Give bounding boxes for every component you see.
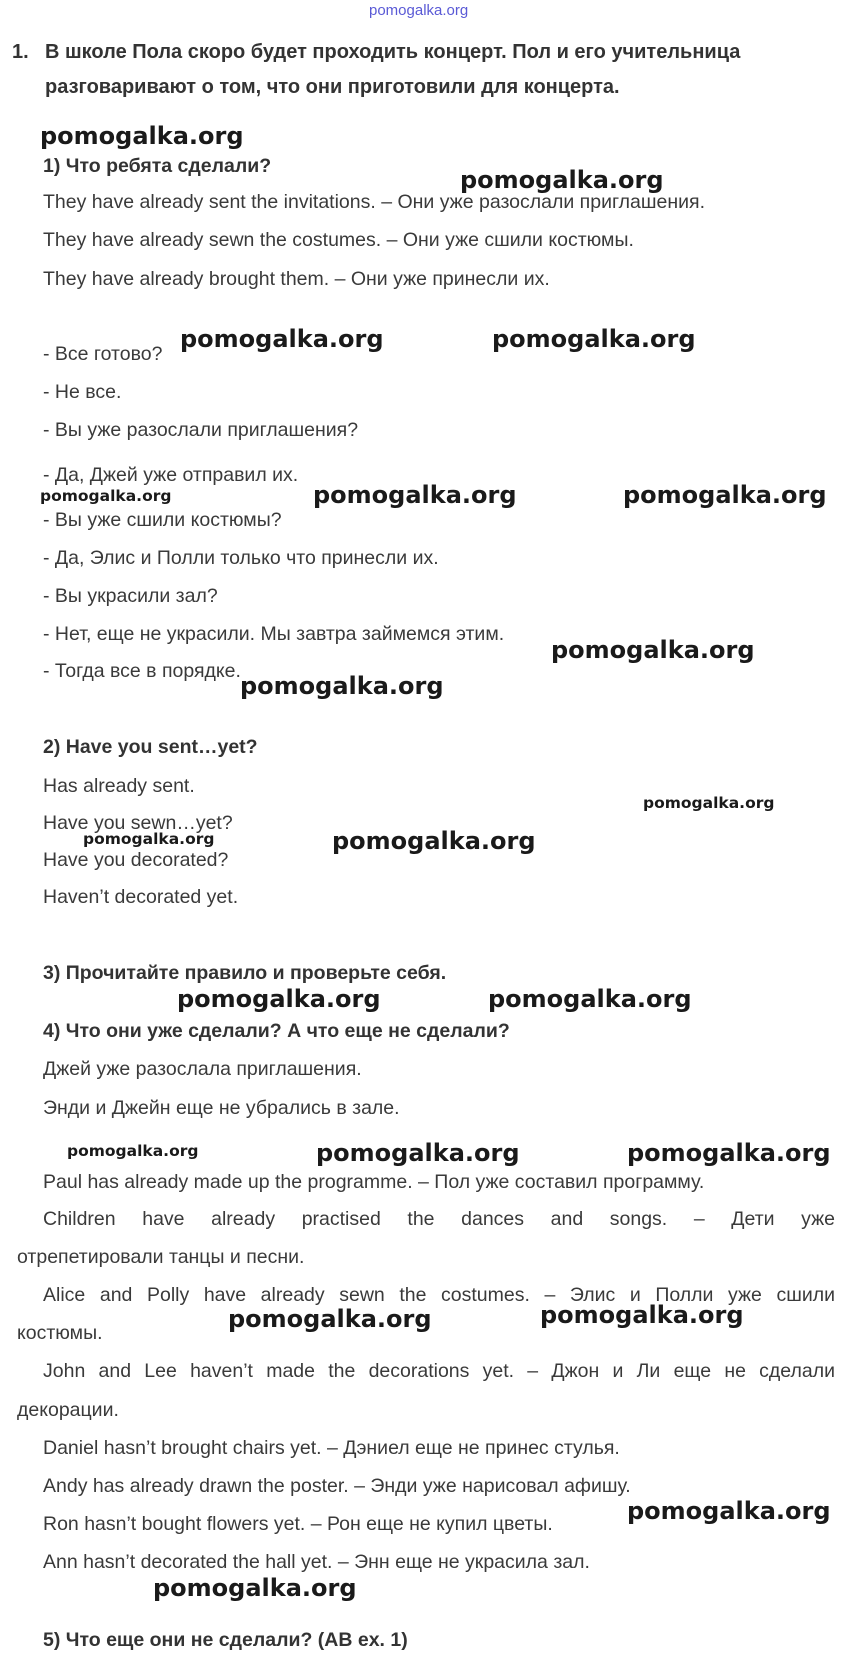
watermark: pomogalka.org	[316, 1139, 520, 1167]
dialogue-line: - Тогда все в порядке.	[43, 660, 241, 682]
dialogue-line: - Вы уже разослали приглашения?	[43, 419, 359, 441]
section-2-line: Have you decorated?	[43, 849, 229, 871]
section-1-line: They have already brought them. – Они уже принесли их.	[43, 268, 550, 290]
section-2-heading: 2) Have you sent…yet?	[43, 736, 258, 758]
section-1-line: They have already sent the invitations. – Они уже разослали приглашения.	[43, 191, 706, 213]
section-1-line: They have already sewn the costumes. – Они уже сшили костюмы.	[43, 229, 634, 251]
dialogue-line: - Да, Джей уже отправил их.	[43, 464, 299, 486]
sentence-continuation: костюмы.	[17, 1322, 103, 1344]
section-4-line: Энди и Джейн еще не убрались в зале.	[43, 1097, 400, 1119]
dialogue-line: - Все готово?	[43, 343, 163, 365]
sentence: Ann hasn’t decorated the hall yet. – Энн еще не украсила зал.	[43, 1551, 590, 1573]
site-header[interactable]: pomogalka.org	[369, 2, 469, 19]
sentence: Ron hasn’t bought flowers yet. – Рон еще не купил цветы.	[43, 1513, 553, 1535]
task-number: 1.	[12, 41, 29, 63]
watermark: pomogalka.org	[67, 1142, 199, 1160]
section-4-line: Джей уже разослала приглашения.	[43, 1058, 362, 1080]
watermark: pomogalka.org	[551, 636, 755, 664]
dialogue-line: - Не все.	[43, 381, 122, 403]
watermark: pomogalka.org	[460, 166, 664, 194]
section-3-heading: 3) Прочитайте правило и проверьте себя.	[43, 962, 447, 984]
watermark: pomogalka.org	[180, 325, 384, 353]
watermark: pomogalka.org	[488, 985, 692, 1013]
section-4-heading: 4) Что они уже сделали? А что еще не сделали?	[43, 1020, 510, 1042]
sentence-continuation: отрепетировали танцы и песни.	[17, 1246, 305, 1268]
task-text-line-1: В школе Пола скоро будет проходить концерт. Пол и его учительница	[45, 41, 741, 63]
dialogue-line: - Нет, еще не украсили. Мы завтра займемся этим.	[43, 623, 505, 645]
task-text-line-2: разговаривают о том, что они приготовили для концерта.	[45, 76, 620, 98]
watermark: pomogalka.org	[313, 481, 517, 509]
section-1-heading: 1) Что ребята сделали?	[43, 155, 272, 177]
section-5-heading: 5) Что еще они не сделали? (AB ex. 1)	[43, 1629, 408, 1651]
watermark: pomogalka.org	[228, 1305, 432, 1333]
sentence: Paul has already made up the programme. – Пол уже составил программу.	[43, 1171, 705, 1193]
watermark: pomogalka.org	[643, 794, 775, 812]
section-2-line: Has already sent.	[43, 775, 195, 797]
sentence: John and Lee haven’t made the decorations yet. – Джон и Ли еще не сделали	[43, 1360, 835, 1382]
watermark: pomogalka.org	[627, 1139, 831, 1167]
watermark: pomogalka.org	[492, 325, 696, 353]
watermark: pomogalka.org	[83, 830, 215, 848]
dialogue-line: - Да, Элис и Полли только что принесли их.	[43, 547, 439, 569]
watermark: pomogalka.org	[153, 1574, 357, 1602]
watermark: pomogalka.org	[627, 1497, 831, 1525]
sentence-continuation: декорации.	[17, 1399, 119, 1421]
watermark: pomogalka.org	[623, 481, 827, 509]
watermark: pomogalka.org	[177, 985, 381, 1013]
dialogue-line: - Вы украсили зал?	[43, 585, 218, 607]
watermark: pomogalka.org	[540, 1301, 744, 1329]
watermark: pomogalka.org	[240, 672, 444, 700]
sentence: Daniel hasn’t brought chairs yet. – Дэниел еще не принес стулья.	[43, 1437, 620, 1459]
watermark: pomogalka.org	[332, 827, 536, 855]
sentence: Children have already practised the dances and songs. – Дети уже	[43, 1208, 835, 1230]
section-2-line: Have you sewn…yet?	[43, 812, 233, 834]
sentence: Alice and Polly have already sewn the costumes. – Элис и Полли уже сшили	[43, 1284, 835, 1306]
dialogue-line: - Вы уже сшили костюмы?	[43, 509, 282, 531]
section-2-line: Haven’t decorated yet.	[43, 886, 239, 908]
sentence: Andy has already drawn the poster. – Энди уже нарисовал афишу.	[43, 1475, 631, 1497]
watermark: pomogalka.org	[40, 487, 172, 505]
watermark: pomogalka.org	[40, 122, 244, 150]
